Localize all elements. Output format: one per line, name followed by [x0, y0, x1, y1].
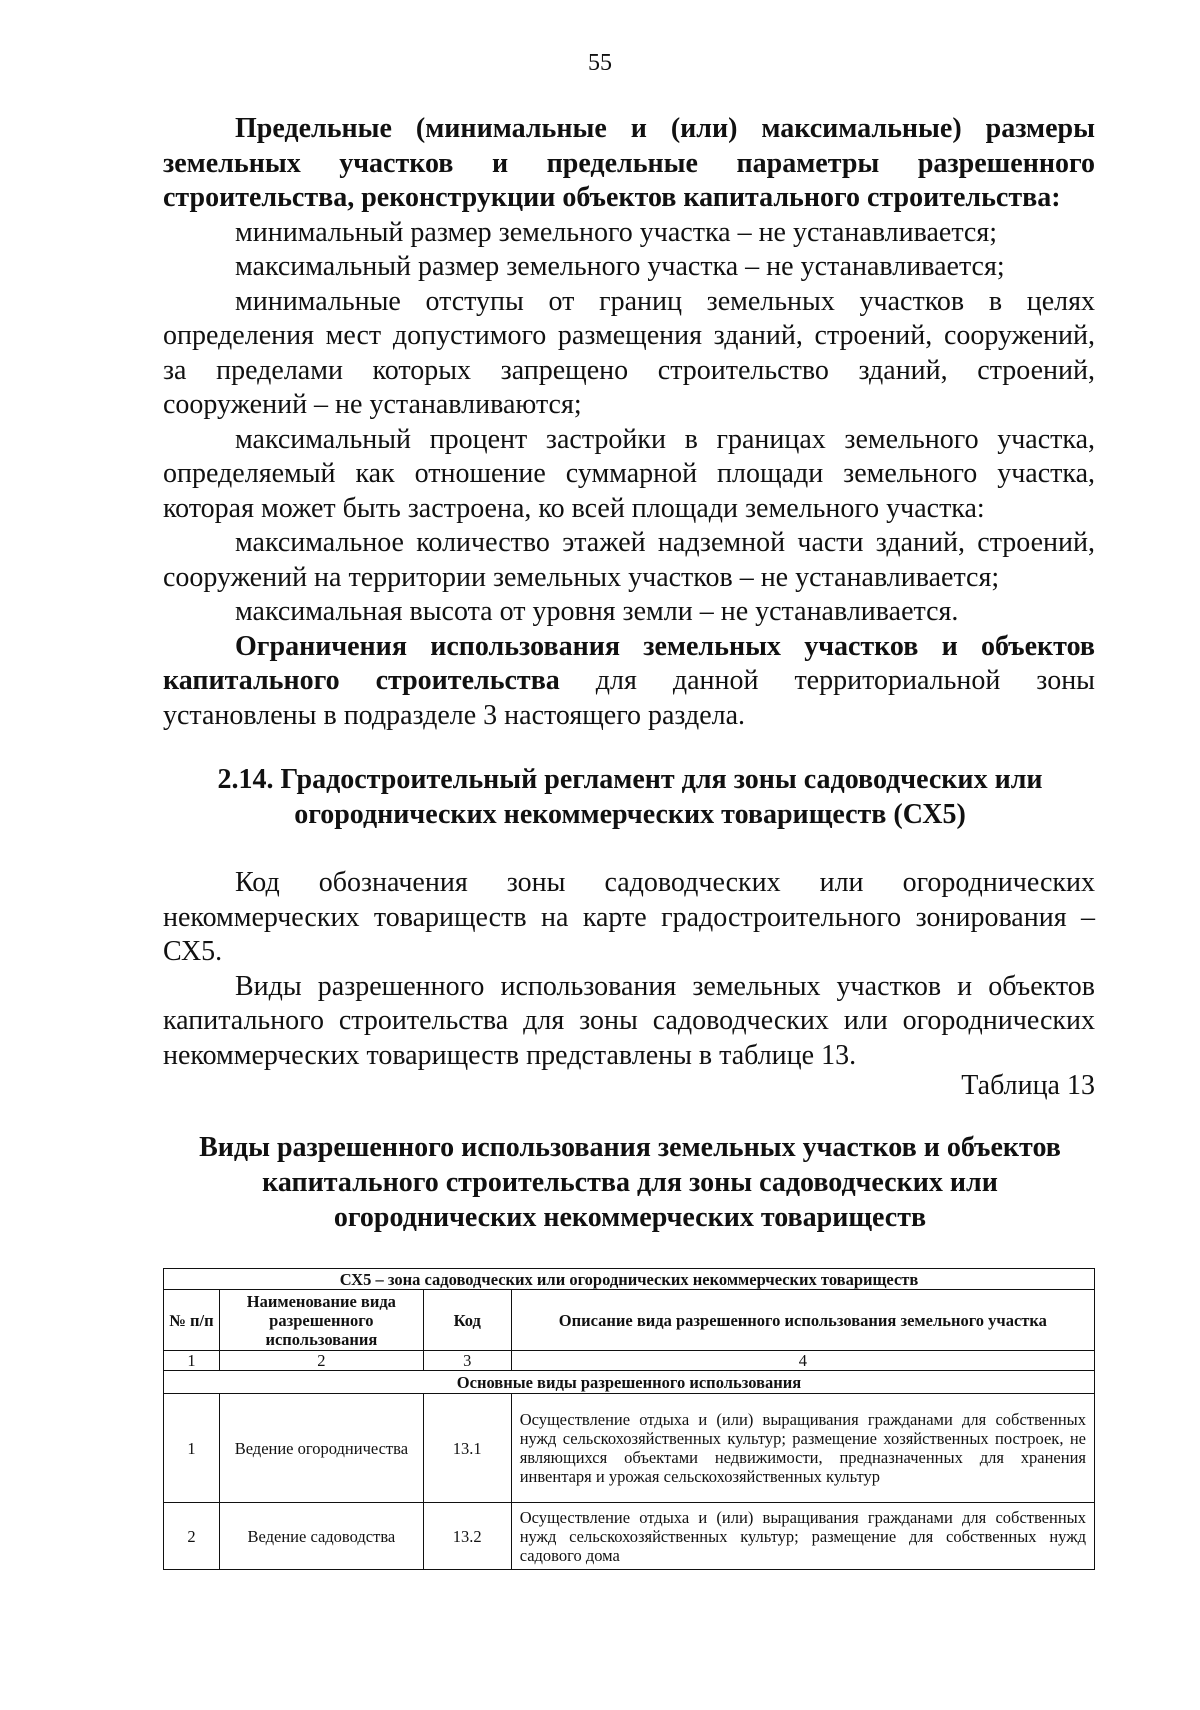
column-number: 1: [164, 1351, 220, 1371]
row-description: Осуществление отдыха и (или) выращивания гражданами для собственных нужд сельскохозяйственных культур; размещение хозяйственных построек, не являющихся объектами недвижимости, предназначенных для хранения инвентаря и урожая сельскохозяйственных культур: [511, 1394, 1094, 1503]
group-header-row: [164, 1371, 1095, 1394]
section-body: [163, 866, 1095, 1073]
column-number: 2: [219, 1351, 423, 1371]
row-code: 13.1: [423, 1394, 511, 1503]
zone-header: СХ5 – зона садоводческих или огороднических некоммерческих товариществ: [164, 1269, 1095, 1290]
column-header: Описание вида разрешенного использования земельного участка: [511, 1290, 1094, 1351]
row-number: 1: [164, 1394, 220, 1503]
zone-header-row: [164, 1269, 1095, 1290]
table-title: [140, 1130, 1120, 1235]
section-heading-line: 2.14. Градостроительный регламент для зоны садоводческих или: [217, 764, 1043, 795]
restrictions-bold: Ограничения использования земельных участков и объектов капитального строительства: [163, 630, 1095, 696]
table-title-line: капитального строительства для зоны садоводческих или: [262, 1167, 998, 1198]
column-header-row: [164, 1290, 1095, 1351]
limits-paragraph: максимальный размер земельного участка – не устанавливается;: [235, 251, 1005, 282]
row-number: 2: [164, 1503, 220, 1570]
land-use-table: [163, 1268, 1095, 1570]
limits-heading: Предельные (минимальные и (или) максимальные) размеры земельных участков и предельные параметры разрешенного строительства, реконструкции объектов капитального строительства:: [163, 113, 1095, 213]
row-name: Ведение огородничества: [219, 1394, 423, 1503]
table-row: [164, 1503, 1095, 1570]
restrictions-paragraph: [163, 630, 1095, 734]
limits-section: [163, 112, 1095, 733]
table-title-line: Виды разрешенного использования земельных участков и объектов: [199, 1132, 1061, 1163]
limits-paragraph: максимальная высота от уровня земли – не устанавливается.: [235, 596, 959, 627]
group-header: Основные виды разрешенного использования: [164, 1371, 1095, 1394]
column-number-row: [164, 1351, 1095, 1371]
limits-paragraph: максимальный процент застройки в границах земельного участка, определяемый как отношение суммарной площади земельного участка, которая может быть застроена, ко всей площади земельного участка:: [163, 423, 1095, 524]
column-number: 3: [423, 1351, 511, 1371]
column-number: 4: [511, 1351, 1094, 1371]
section-heading-line: огороднических некоммерческих товариществ (СХ5): [294, 799, 966, 830]
row-description: Осуществление отдыха и (или) выращивания гражданами для собственных нужд сельскохозяйственных культур; размещение для собственных нужд садового дома: [511, 1503, 1094, 1570]
section-heading: [140, 762, 1120, 832]
page-number: 55: [588, 50, 612, 76]
limits-paragraph: минимальный размер земельного участка – не устанавливается;: [235, 216, 998, 248]
row-name: Ведение садоводства: [219, 1503, 423, 1570]
row-code: 13.2: [423, 1503, 511, 1570]
table-row: [164, 1394, 1095, 1503]
column-header: Наименование вида разрешенного использования: [219, 1290, 423, 1351]
restrictions-text: для данной территориальной зоны установлены в подразделе 3 настоящего раздела.: [163, 665, 1095, 731]
column-header: Код: [423, 1290, 511, 1351]
limits-paragraph: минимальные отступы от границ земельных участков в целях определения мест допустимого размещения зданий, строений, сооружений, за пределами которых запрещено строительство зданий, строений, сооружений – не устанавливаются;: [163, 285, 1095, 420]
limits-paragraph: максимальное количество этажей надземной части зданий, строений, сооружений на территории земельных участков – не устанавливается;: [163, 527, 1095, 593]
code-paragraph: Код обозначения зоны садоводческих или огороднических некоммерческих товариществ на карте градостроительного зонирования – СХ5.: [163, 867, 1095, 967]
types-paragraph: Виды разрешенного использования земельных участков и объектов капитального строительства для зоны садоводческих или огороднических некоммерческих товариществ представлены в таблице 13.: [163, 970, 1095, 1071]
table-title-line: огороднических некоммерческих товариществ: [333, 1202, 927, 1233]
table-label: Таблица 13: [961, 1070, 1095, 1101]
column-header: № п/п: [164, 1290, 220, 1351]
